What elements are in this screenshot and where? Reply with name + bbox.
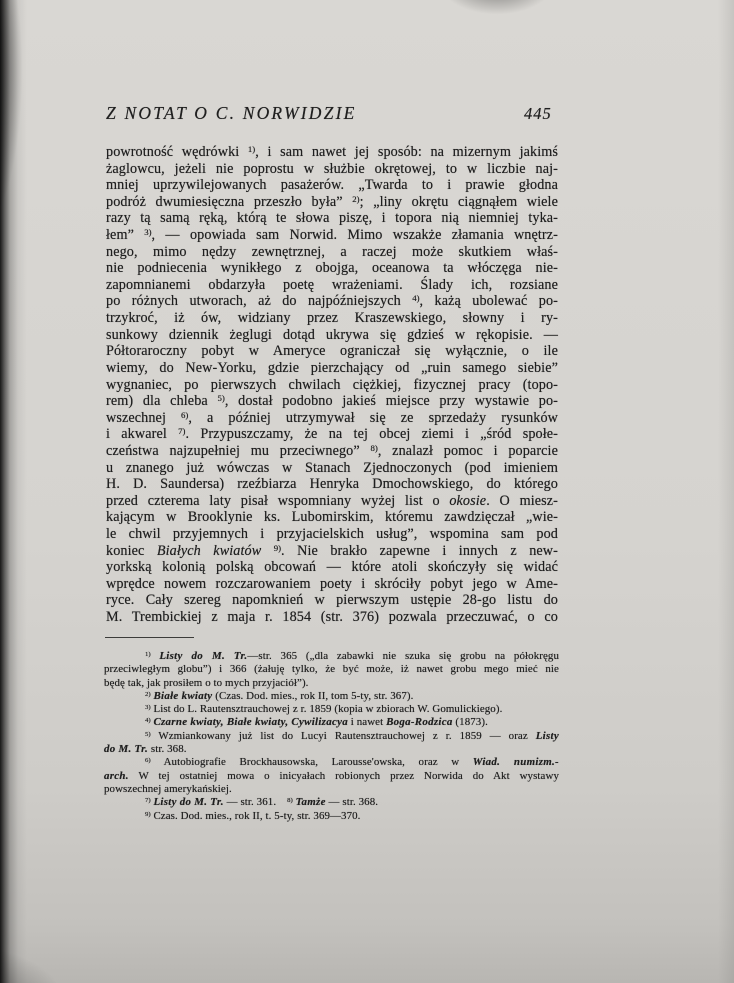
- footnote-line: do M. Tr. str. 368.: [104, 743, 187, 756]
- body-line: wiemy, do New-Yorku, gdzie pierzchający od „ruin samego siebie”: [106, 359, 558, 376]
- body-line: czeństwa najzupełniej mu przeciwnego” $^{8)}$, znalazł pomoc i poparcie: [106, 442, 558, 459]
- body-line: ryce. Cały szereg napomknień w pierwszym ustępie 28-go listu do: [106, 592, 558, 609]
- body-line: sunkowy dziennik żeglugi dotąd ukrywa się gdzieś w rękopisie. —: [106, 326, 558, 343]
- body-line: po różnych utworach, aż do najpóźniejszych $^{4)}$, każą ubolewać po-: [106, 293, 558, 310]
- body-line: wygnaniec, po pierwszych chwilach ciężkiej, fizycznej pracy (topo-: [106, 376, 558, 393]
- page-number: 445: [524, 104, 552, 123]
- body-line: powrotność wędrówki $^{1)}$, i sam nawet jej sposób: na mizernym jakimś: [106, 144, 558, 160]
- body-line: przed czterema laty pisał wspomniany wyżej list o okosie. O miesz-: [106, 492, 558, 509]
- body-line: razy tą samą ręką, którą te słowa piszę, i topora nią niemniej tyka-: [106, 210, 558, 227]
- body-line: H. D. Saundersa) rzeźbiarza Henryka Dmochowskiego, do którego: [106, 476, 558, 493]
- running-header-title: Z NOTAT O C. NORWIDZIE: [106, 103, 357, 123]
- footnote-separator: [105, 637, 194, 638]
- body-line: wszechnej $^{6)}$, a później utrzymywał się ze sprzedaży rysunków: [106, 409, 558, 426]
- footnote-line: $^{4)}$ Czarne kwiaty, Białe kwiaty, Cywilizacya i nawet Boga-Rodzica (1873).: [145, 716, 488, 729]
- body-line: zapomnianemi obdarzyła poetę wrażeniami. Ślady ich, rozsiane: [106, 276, 558, 293]
- body-line: rem) dla chleba $^{5)}$, dostał podobno jakieś miejsce przy wystawie po-: [106, 393, 558, 410]
- footnote-line: $^{3)}$ List do L. Rautensztrauchowej z r. 1859 (kopia w zbiorach W. Gomulickiego).: [145, 703, 503, 716]
- footnote-line: arch. W tej ostatniej mowa o inicyałach robionych przez Norwida do Akt wystawy: [104, 769, 559, 782]
- body-line: trzykroć, iż ów, widziany przez Kraszewskiego, słowny i ry-: [106, 310, 558, 327]
- footnote-line: $^{5)}$ Wzmiankowany już list do Lucyi Rautensztrauchowej z r. 1859 — oraz Listy: [145, 729, 559, 742]
- footnotes: [104, 650, 559, 823]
- body-line: Półtoraroczny pobyt w Ameryce ograniczał się wyłącznie, o ile: [106, 343, 558, 360]
- footnote-line: $^{6)}$ Autobiografie Brockhausowska, Larousse'owska, oraz w Wiad. numizm.-: [145, 756, 559, 769]
- body-line: le chwil przyjemnych i przyjacielskich usług”, wspomina sam pod: [106, 526, 558, 543]
- footnote-line: będę tak, jak prosiłem o to mych przyjaciół”).: [104, 676, 309, 689]
- body-line: yorkską kolonią polską obcowań — które atoli skończyły się widać: [106, 559, 558, 576]
- body-line: koniec Białych kwiatów $^{9)}$. Nie brakło zapewne i innych z new-: [106, 542, 558, 559]
- footnote-line: $^{1)}$ Listy do M. Tr.—str. 365 („dla zabawki nie szuka się grobu na półokręgu: [145, 650, 559, 662]
- body-text: [106, 144, 558, 626]
- body-line: nego, mimo nędzy zewnętrznej, a raczej może skutkiem właś-: [106, 243, 558, 260]
- body-line: żaglowcu, jeżeli nie poprostu w służbie okrętowej, to w liczbie naj-: [106, 160, 558, 177]
- footnote-line: $^{7)}$ Listy do M. Tr. — str. 361. $^{8)}$ Tamże — str. 368.: [145, 796, 379, 809]
- body-line: wprędce nowem rozczarowaniem poety i skróciły pobyt jego w Ame-: [106, 575, 558, 592]
- body-line: łem” $^{3)}$, — opowiada sam Norwid. Mimo wszakże złamania wnętrz-: [106, 227, 558, 244]
- body-line: podróż dwumiesięczna przeszło była” $^{2)}$; „liny okrętu ciągnąłem wiele: [106, 193, 558, 210]
- footnote-line: $^{9)}$ Czas. Dod. mies., rok II, t. 5-ty, str. 369—370.: [145, 809, 361, 822]
- body-line: i akwarel $^{7)}$. Przypuszczamy, że na tej obcej ziemi i „śród społe-: [106, 426, 559, 443]
- body-line: kającym w Brooklynie ks. Lubomirskim, któremu zawdzięczał „wie-: [106, 509, 558, 526]
- body-line: u znanego już wówczas w Stanach Zjednoczonych (pod imieniem: [106, 459, 558, 476]
- body-line: M. Trembickiej z maja r. 1854 (str. 376) pozwala przeczuwać, o co: [106, 609, 558, 626]
- footnote-line: $^{2)}$ Białe kwiaty (Czas. Dod. mies., rok II, tom 5-ty, str. 367).: [145, 689, 414, 702]
- footnote-line: powszechnej amerykańskiej.: [104, 782, 232, 795]
- body-line: nie podniecenia wynikłego z obojga, oceanowa ta włóczęga nie-: [106, 260, 558, 277]
- footnote-line: przeciwległym globu”) i 366 (żałuję tylko, że być może, iż nawet grobu mego mieć nie: [104, 663, 559, 676]
- body-line: mniej uprzywilejowanych pasażerów. „Twarda to i prawie głodna: [106, 177, 558, 194]
